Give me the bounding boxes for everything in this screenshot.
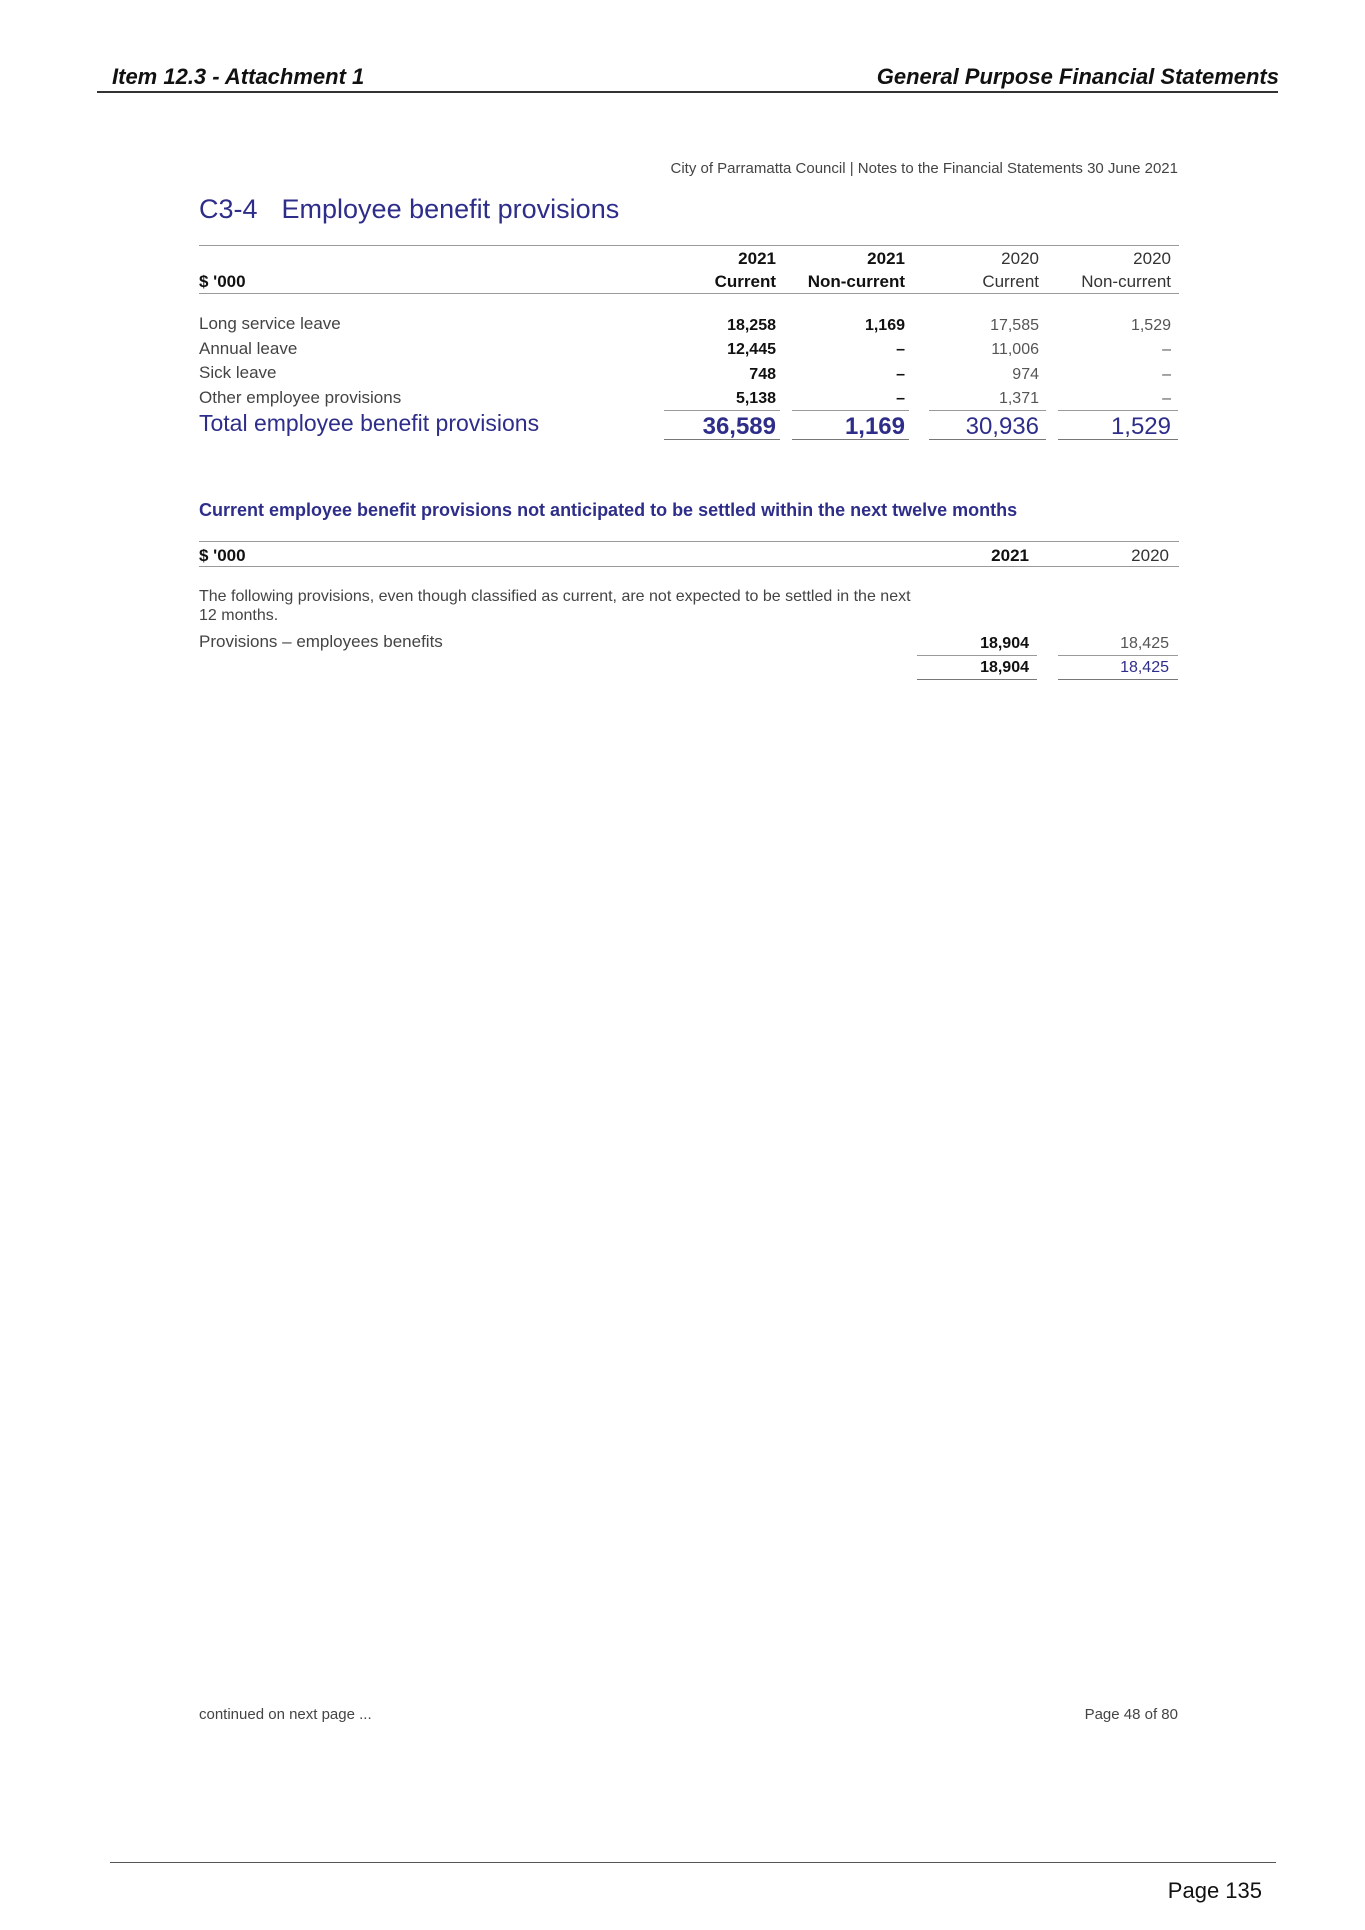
table-top-rule bbox=[199, 541, 1179, 542]
organisation-line: City of Parramatta Council | Notes to the Financial Statements 30 June 2021 bbox=[670, 160, 1178, 177]
section-heading: Current employee benefit provisions not anticipated to be settled within the next twelve months bbox=[199, 500, 1018, 520]
row-value: – bbox=[896, 366, 905, 383]
explanatory-paragraph: The following provisions, even though classified as current, are not expected to be settled in the next 12 months. bbox=[199, 588, 911, 624]
subtotal-rule bbox=[1058, 655, 1178, 656]
row-value: 974 bbox=[1012, 366, 1039, 383]
total-value: 36,589 bbox=[702, 413, 776, 440]
row-value: 5,138 bbox=[735, 390, 776, 407]
page-number: Page 135 bbox=[1167, 1878, 1262, 1903]
row-value: 1,529 bbox=[1130, 317, 1171, 334]
attachment-label: Item 12.3 - Attachment 1 bbox=[112, 64, 365, 89]
total-rule bbox=[1058, 679, 1178, 680]
total-rule bbox=[1058, 439, 1178, 440]
total-rule bbox=[664, 439, 780, 440]
note-number: C3-4 bbox=[199, 194, 258, 224]
col-header-type: Non-current bbox=[807, 272, 905, 291]
row-value: 17,585 bbox=[990, 317, 1039, 334]
header-bottom-rule bbox=[199, 566, 1179, 567]
total-value: 1,169 bbox=[844, 413, 905, 440]
row-value: – bbox=[896, 390, 905, 407]
row-label: Other employee provisions bbox=[199, 388, 402, 407]
row-label: Provisions – employees benefits bbox=[199, 632, 443, 651]
subtotal-rule bbox=[664, 410, 780, 411]
unit-label: $ '000 bbox=[199, 546, 246, 565]
col-header-type: Current bbox=[714, 272, 776, 291]
continued-note: continued on next page ... bbox=[199, 1706, 372, 1723]
total-value: 18,425 bbox=[1120, 659, 1169, 676]
col-header-type: Current bbox=[982, 272, 1039, 291]
footer-divider bbox=[110, 1862, 1276, 1863]
row-value: 18,258 bbox=[727, 317, 776, 334]
statement-page-number: Page 48 of 80 bbox=[1084, 1706, 1178, 1723]
total-value: 18,904 bbox=[980, 659, 1029, 676]
row-value: 1,169 bbox=[864, 317, 905, 334]
row-value: 748 bbox=[749, 366, 776, 383]
row-value: 11,006 bbox=[991, 341, 1039, 358]
total-rule bbox=[929, 439, 1046, 440]
total-value: 30,936 bbox=[965, 413, 1039, 440]
col-header-year: 2021 bbox=[991, 546, 1029, 565]
note-title bbox=[199, 194, 619, 225]
row-value: – bbox=[1162, 341, 1171, 358]
header-divider bbox=[97, 91, 1278, 93]
subtotal-rule bbox=[929, 410, 1046, 411]
row-value: 18,904 bbox=[980, 635, 1029, 652]
col-header-type: Non-current bbox=[1081, 272, 1171, 291]
subtotal-rule bbox=[917, 655, 1037, 656]
row-value: 1,371 bbox=[998, 390, 1039, 407]
col-header-year: 2021 bbox=[738, 249, 776, 268]
col-header-year: 2020 bbox=[1133, 249, 1171, 268]
row-value: – bbox=[1162, 366, 1171, 383]
unit-label: $ '000 bbox=[199, 272, 246, 291]
subtotal-rule bbox=[792, 410, 909, 411]
table-top-rule bbox=[199, 245, 1179, 246]
total-value: 1,529 bbox=[1110, 413, 1171, 440]
total-rule bbox=[917, 679, 1037, 680]
row-value: 12,445 bbox=[727, 341, 776, 358]
total-label: Total employee benefit provisions bbox=[199, 410, 540, 436]
row-value: 18,425 bbox=[1120, 635, 1169, 652]
col-header-year: 2020 bbox=[1131, 546, 1169, 565]
note-title-text: Employee benefit provisions bbox=[281, 194, 620, 224]
row-value: – bbox=[1162, 390, 1171, 407]
col-header-year: 2020 bbox=[1001, 249, 1039, 268]
col-header-year: 2021 bbox=[867, 249, 905, 268]
document-title: General Purpose Financial Statements bbox=[876, 64, 1279, 89]
subtotal-rule bbox=[1058, 410, 1178, 411]
row-label: Long service leave bbox=[199, 314, 341, 333]
row-label: Annual leave bbox=[199, 339, 298, 358]
row-label: Sick leave bbox=[199, 363, 277, 382]
row-value: – bbox=[896, 341, 905, 358]
header-bottom-rule bbox=[199, 293, 1179, 294]
total-rule bbox=[792, 439, 909, 440]
